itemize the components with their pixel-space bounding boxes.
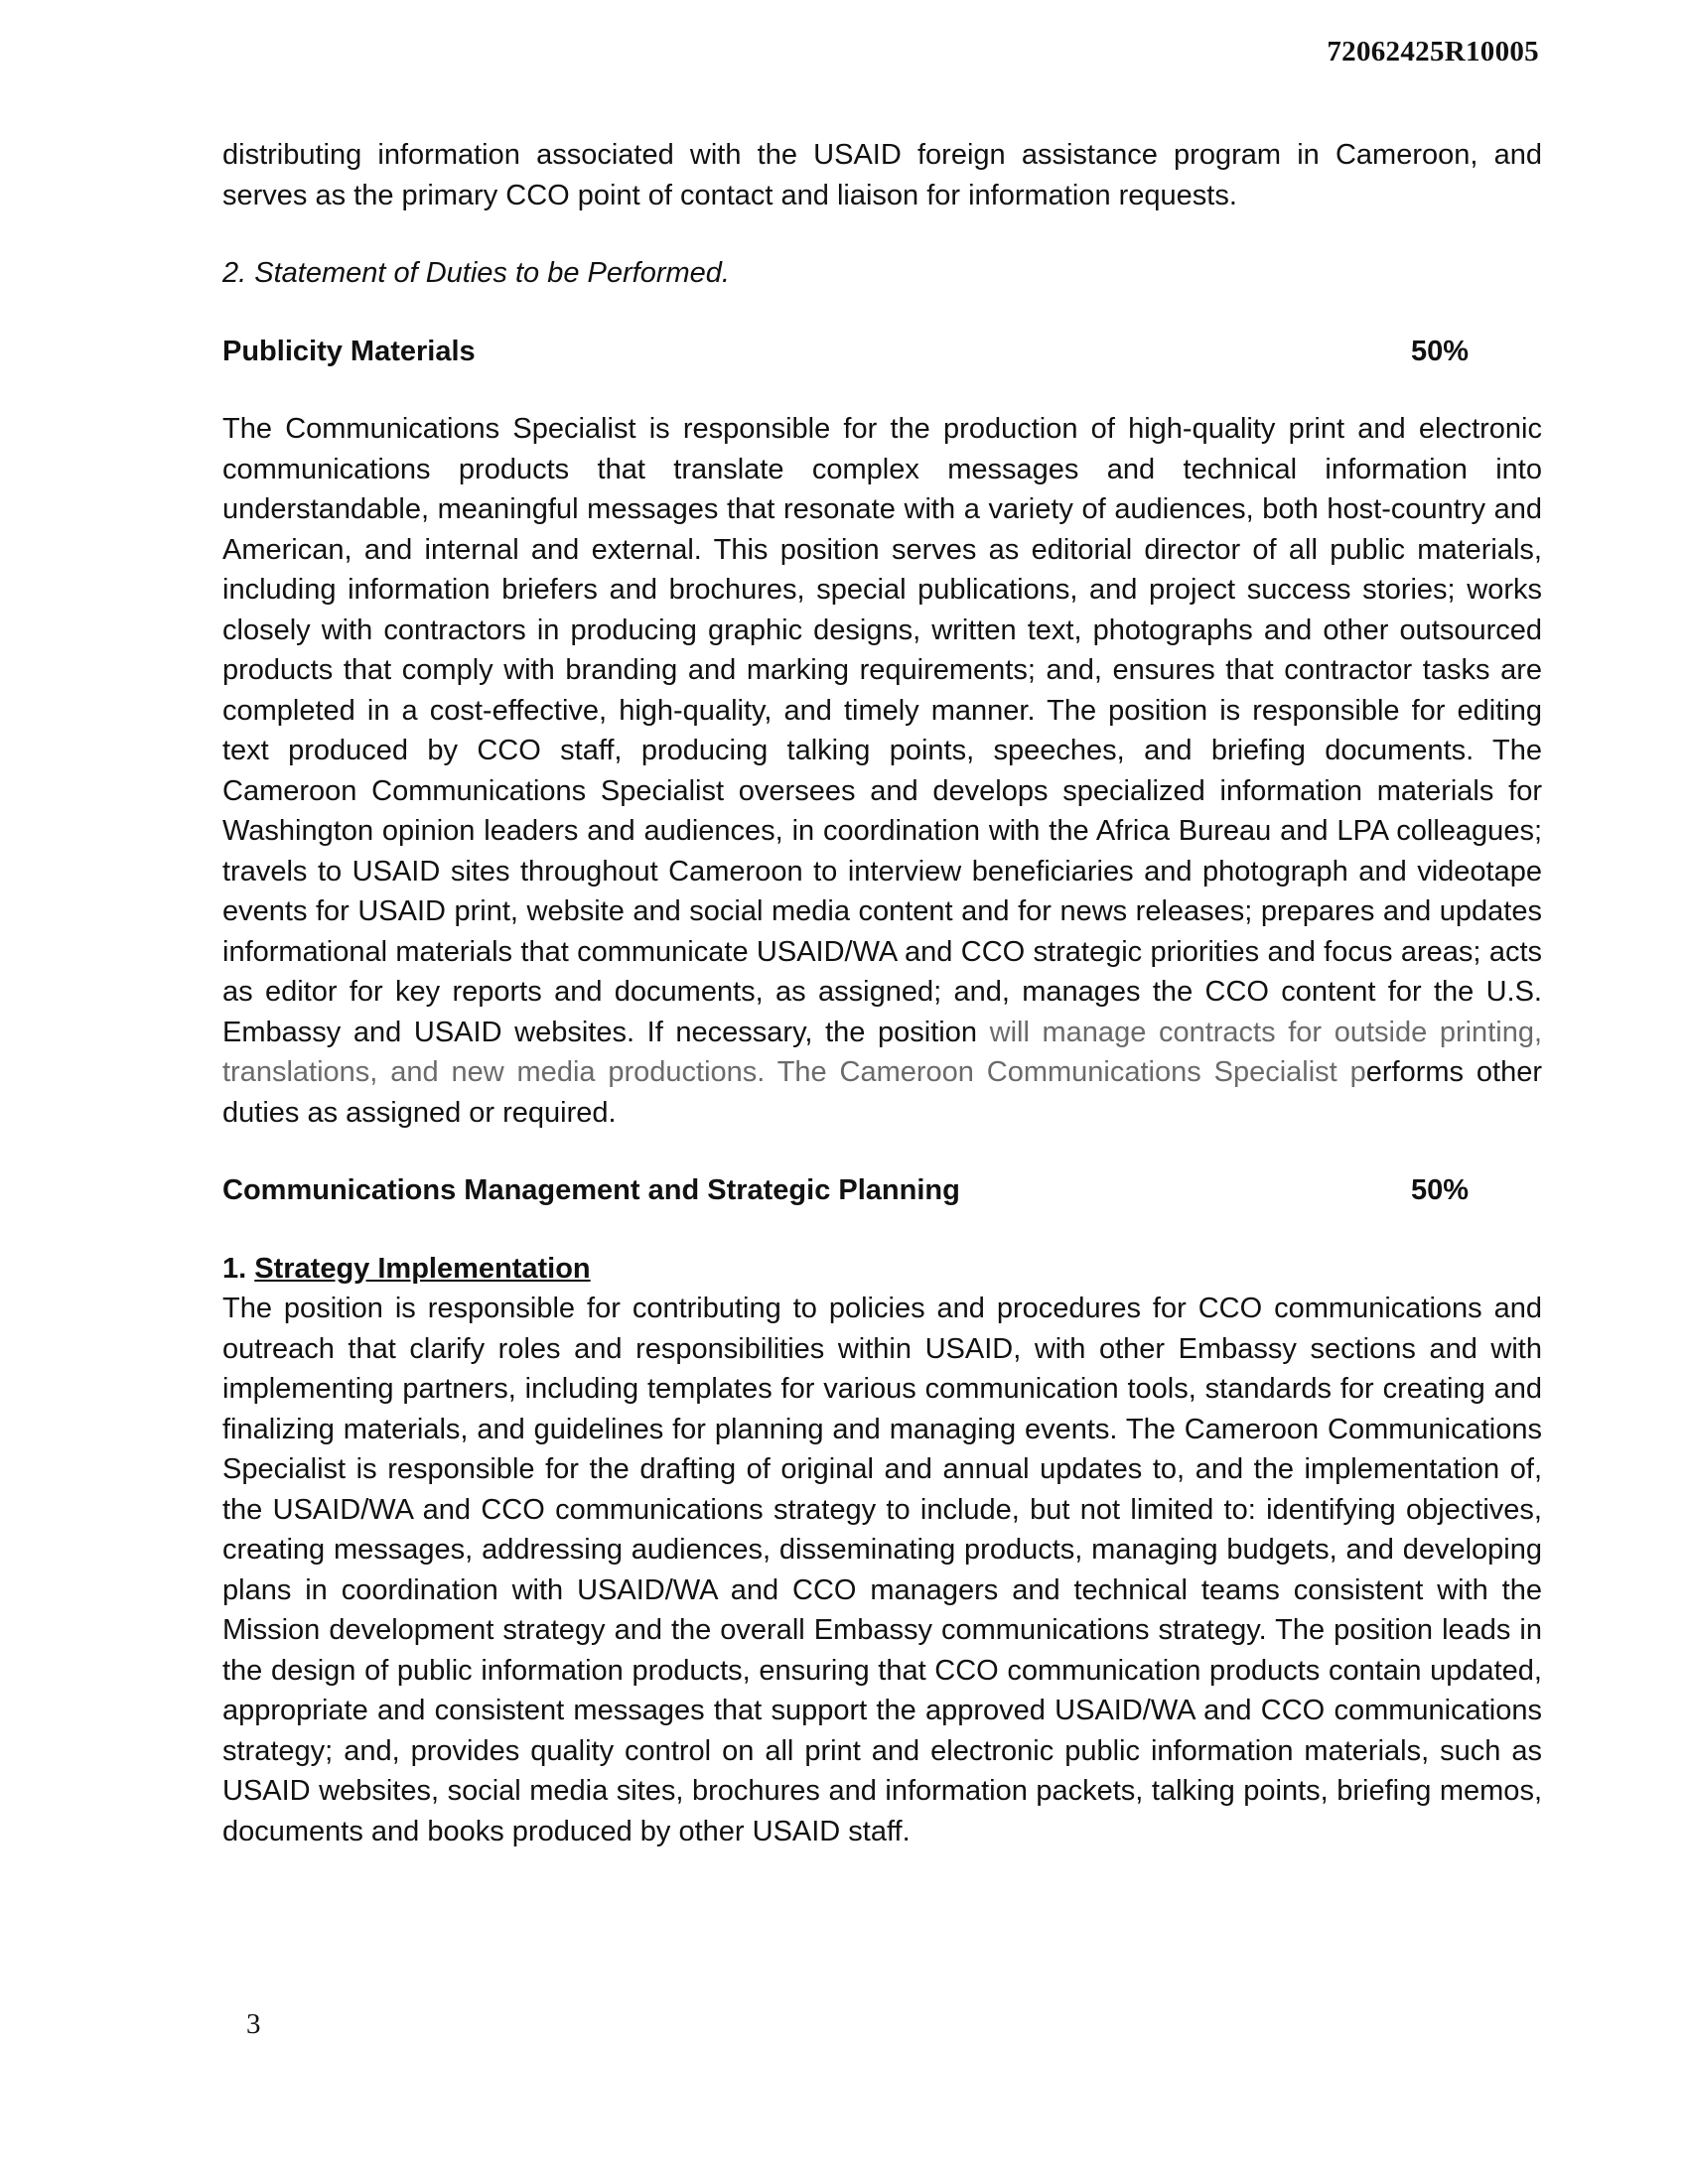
publicity-text-main: The Communications Specialist is responsible for the production of high-quality print and electronic communications products that translate complex messages and technical information into understandable, meaningful messages that resonate with a variety of audiences, both host-country and American, and internal and external. This position serves as editorial director of all public materials, including information briefers and brochures, special publications, and project success stories; works closely with contractors in producing graphic designs, written text, photographs and other outsourced products that comply with branding and marking requirements; and, ensures that contractor tasks are completed in a cost-effective, high-quality, and timely manner. The position is responsible for editing text produced by CCO staff, producing talking points, speeches, and briefing documents. The Cameroon Communications Specialist oversees and develops specialized information materials for Washington opinion leaders and audiences, in coordination with the Africa Bureau and LPA colleagues; travels to USAID sites throughout Cameroon to interview beneficiaries and photograph and videotape events for USAID print, website and social media content and for news releases; prepares and updates informational materials that communicate USAID/WA and CCO strategic priorities and focus areas; acts as editor for key reports and documents, as assigned; and, manages the CCO content for the U.S. Embassy and USAID websites. If necessary, the position — [222, 413, 1542, 1048]
publicity-heading — [222, 332, 1542, 372]
document-number: 72062425R10005 — [1327, 36, 1539, 68]
document-body — [222, 135, 1542, 1851]
intro-paragraph: distributing information associated with the USAID foreign assistance program in Cameroon, and serves as the primary CCO point of contact and liaison for information requests. — [222, 139, 1542, 211]
publicity-text-end: erforms other duties as assigned or required. — [222, 1056, 1542, 1129]
comms-percent: 50% — [1410, 1174, 1469, 1206]
publicity-text-faded: will manage contracts for outside printing, translations, and new media productions. The Cameroon Communications Specialist p — [222, 1016, 1543, 1088]
strategy-paragraph: The position is responsible for contributing to policies and procedures for CCO communications and outreach that clarify roles and responsibilities within USAID, with other Embassy sections and with implementing partners, including templates for various communication tools, standards for creating and finalizing materials, and guidelines for planning and managing events. The Cameroon Communications Specialist is responsible for the drafting of original and annual updates to, and the implementation of, the USAID/WA and CCO communications strategy to include, but not limited to: identifying objectives, creating messages, addressing audiences, disseminating products, managing budgets, and developing plans in coordination with USAID/WA and CCO managers and technical teams consistent with the Mission development strategy and the overall Embassy communications strategy. The position leads in the design of public information products, ensuring that CCO communication products contain updated, appropriate and consistent messages that support the approved USAID/WA and CCO communications strategy; and, provides quality control on all print and electronic public information materials, such as USAID websites, social media sites, brochures and information packets, talking points, briefing memos, documents and books produced by other USAID staff. — [222, 1293, 1542, 1847]
publicity-percent: 50% — [1410, 335, 1469, 367]
strategy-number: 1. — [222, 1252, 255, 1285]
comms-heading — [222, 1170, 1542, 1211]
comms-title: Communications Management and Strategic Planning — [222, 1174, 960, 1206]
section-title: 2. Statement of Duties to be Performed. — [222, 257, 730, 289]
strategy-title: Strategy Implementation — [254, 1252, 591, 1285]
publicity-paragraph — [222, 409, 1542, 1133]
strategy-subheading — [222, 1249, 1542, 1290]
page-number: 3 — [246, 2008, 261, 2040]
publicity-title: Publicity Materials — [222, 335, 476, 367]
